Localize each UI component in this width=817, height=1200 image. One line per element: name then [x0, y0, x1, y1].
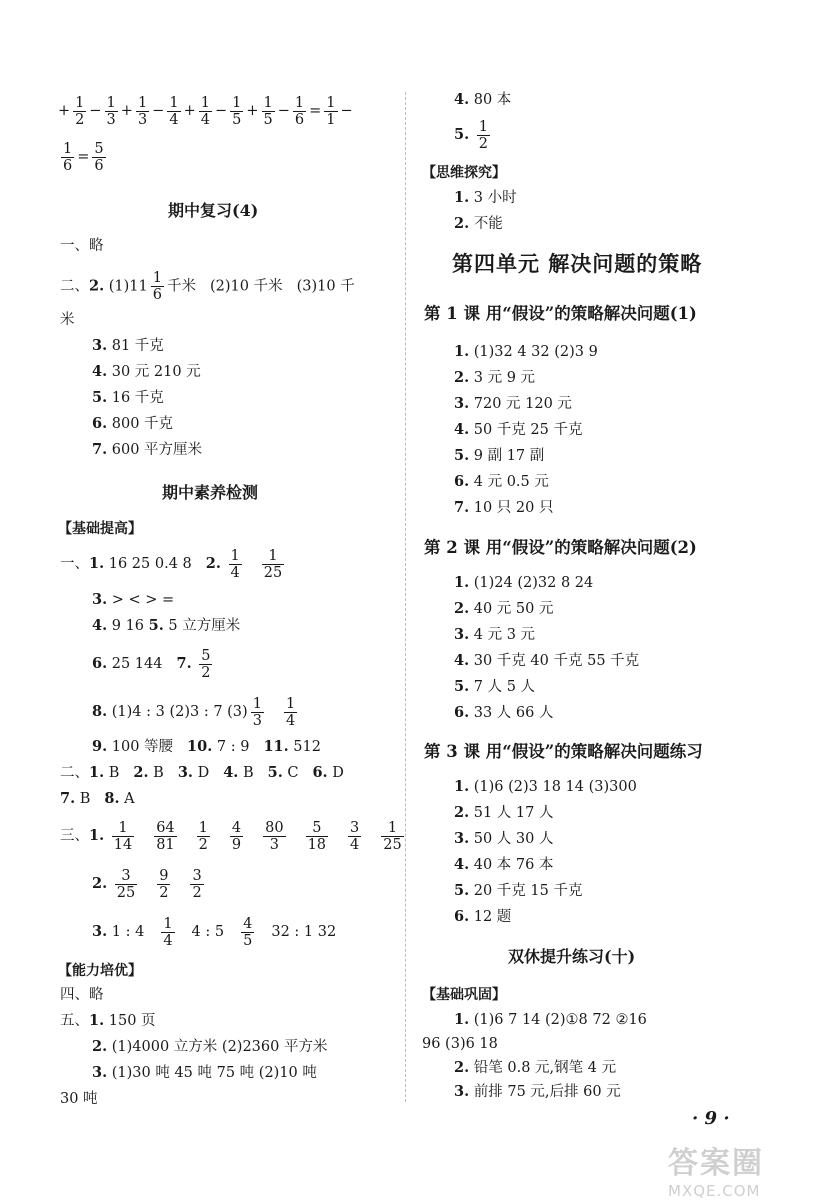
- fraction: $\frac{5}{2}$: [201, 647, 211, 681]
- fraction: $\frac{1}{3}$: [252, 695, 262, 729]
- answer-line: 1. (1)6 7 14 (2)①8 72 ②16: [454, 1011, 647, 1028]
- lesson-title: 第 1 课 用“假设”的策略解决问题(1): [424, 304, 697, 323]
- section-tag: 【思维探究】: [422, 165, 506, 181]
- fraction: $\frac{1}{2}$: [75, 94, 85, 128]
- answer-line: 3. 50 人 30 人: [454, 830, 554, 847]
- answer-line: 三、1. $\frac{1}{14}$ $\frac{64}{81}$ $\frac{1}{2}$ $\frac{4}{9}$ $\frac{80}{3}$ $\frac{5}{18}$ $\frac{3}{4}$ $\frac{1}{25}$: [60, 819, 402, 853]
- answer-line: 一、1. 16 25 0.4 8 2. $\frac{1}{4}$ $\frac{1}{25}$: [60, 547, 283, 581]
- lesson-title: 第 2 课 用“假设”的策略解决问题(2): [424, 538, 697, 557]
- answer-line: 3. 1 : 4 $\frac{1}{4}$ 4 : 5 $\frac{4}{5}$ 32 : 1 32: [92, 915, 337, 949]
- fraction: $\frac{5}{6}$: [94, 140, 104, 174]
- fraction: $\frac{1}{4}$: [230, 547, 240, 581]
- answer-line: 4. 30 元 210 元: [92, 363, 201, 380]
- answer-line: 2. 40 元 50 元: [454, 600, 554, 617]
- answer-line: 2. (1)4000 立方米 (2)2360 平方米: [92, 1038, 328, 1055]
- answer-line: 6. 25 144 7. $\frac{5}{2}$: [92, 647, 211, 681]
- answer-line: 5. 20 千克 15 千克: [454, 882, 583, 899]
- answer-line: 3. > < > =: [92, 591, 175, 608]
- fraction: $\frac{1}{25}$: [383, 819, 402, 853]
- answer-line: 8. (1)4 : 3 (2)3 : 7 (3) $\frac{1}{3}$ $\frac{1}{4}$: [92, 695, 296, 729]
- answer-line: 1. (1)32 4 32 (2)3 9: [454, 343, 598, 360]
- column-divider: [405, 92, 406, 1102]
- answer-line: 4. 50 千克 25 千克: [454, 421, 583, 438]
- fraction: $\frac{3}{2}$: [192, 867, 202, 901]
- fraction: $\frac{9}{2}$: [159, 867, 169, 901]
- answer-line: 6. 12 题: [454, 908, 512, 925]
- page-number: · 9 ·: [692, 1108, 730, 1129]
- fraction: $\frac{1}{4}$: [200, 94, 210, 128]
- fraction: $\frac{1}{25}$: [263, 547, 283, 581]
- fraction: $\frac{1}{5}$: [232, 94, 242, 128]
- section-tag: 【能力培优】: [58, 963, 142, 979]
- telescoping-expression: + $\frac{1}{2}$ − $\frac{1}{3}$ + $\frac{1}{3}$ − $\frac{1}{4}$ + $\frac{1}{4}$ − $\frac{1}{5}$ + $\frac{1}{5}$ − $\frac{1}{6}$ = $\frac{1}{1}$ −: [58, 94, 353, 128]
- answer-line: 米: [60, 312, 75, 328]
- answer-line: 2. 51 人 17 人: [454, 804, 554, 821]
- answer-line: 5. 9 副 17 副: [454, 447, 545, 464]
- answer-line: 6. 33 人 66 人: [454, 704, 554, 721]
- section-title: 期中素养检测: [162, 483, 259, 502]
- section-title: 期中复习(4): [168, 201, 259, 220]
- answer-line: 二、2. (1)11 $\frac{1}{6}$ 千米 (2)10 千米 (3)10 千: [60, 270, 355, 303]
- expression-continued: $\frac{1}{6}$ = $\frac{5}{6}$: [63, 140, 104, 174]
- answer-line: 2. $\frac{3}{25}$ $\frac{9}{2}$ $\frac{3}{2}$: [92, 867, 202, 901]
- fraction: $\frac{1}{14}$: [113, 819, 133, 853]
- answer-line: 1. (1)6 (2)3 18 14 (3)300: [454, 778, 637, 795]
- fraction: $\frac{1}{2}$: [198, 819, 208, 853]
- section-tag: 【基础提高】: [58, 521, 142, 537]
- fraction: $\frac{3}{25}$: [116, 867, 136, 901]
- answer-line: 3. (1)30 吨 45 吨 75 吨 (2)10 吨: [92, 1064, 317, 1081]
- fraction: $\frac{64}{81}$: [156, 819, 175, 853]
- fraction: $\frac{1}{4}$: [169, 94, 179, 128]
- answer-line: 4. 9 16 5. 5 立方厘米: [92, 617, 241, 634]
- answer-line: 5. 7 人 5 人: [454, 678, 536, 695]
- fraction: $\frac{1}{4}$: [285, 695, 296, 729]
- fraction: $\frac{1}{3}$: [137, 94, 148, 128]
- fraction: $\frac{4}{9}$: [231, 819, 242, 853]
- answer-line: 4. 30 千克 40 千克 55 千克: [454, 652, 640, 669]
- answer-line: 1. 3 小时: [454, 189, 517, 206]
- fraction: $\frac{5}{18}$: [307, 819, 327, 853]
- answer-line: 7. B 8. A: [60, 790, 135, 807]
- fraction: $\frac{1}{4}$: [163, 915, 173, 949]
- fraction: $\frac{80}{3}$: [265, 819, 284, 853]
- watermark-logo: 答案圈 MXQE.COM: [668, 1146, 764, 1200]
- answer-line: 5. $\frac{1}{2}$: [454, 118, 488, 152]
- fraction: $\frac{1}{5}$: [263, 94, 273, 128]
- answer-line: 6. 4 元 0.5 元: [454, 473, 549, 490]
- answer-line: 5. 16 千克: [92, 389, 164, 406]
- fraction: $\frac{1}{6}$: [294, 94, 305, 128]
- fraction: $\frac{1}{6}$: [63, 140, 73, 174]
- answer-line: 3. 4 元 3 元: [454, 626, 536, 643]
- answer-line: 1. (1)24 (2)32 8 24: [454, 574, 594, 591]
- fraction: $\frac{1}{3}$: [106, 94, 116, 128]
- section-tag: 【基础巩固】: [422, 987, 506, 1003]
- answer-line: 五、1. 150 页: [60, 1012, 156, 1029]
- answer-line: 3. 81 千克: [92, 337, 164, 354]
- answer-line: 3. 前排 75 元,后排 60 元: [454, 1083, 621, 1100]
- answer-line: 一、略: [60, 238, 104, 254]
- fraction: $\frac{1}{2}$: [478, 118, 488, 152]
- answer-line: 30 吨: [60, 1091, 98, 1107]
- answer-line: 2. 3 元 9 元: [454, 369, 536, 386]
- answer-line: 2. 不能: [454, 215, 503, 232]
- fraction: $\frac{1}{1}$: [326, 94, 336, 128]
- answer-line: 二、1. B 2. B 3. D 4. B 5. C 6. D: [60, 764, 344, 781]
- answer-line: 3. 720 元 120 元: [454, 395, 572, 412]
- fraction: $\frac{4}{5}$: [243, 915, 253, 949]
- answer-line: 四、略: [60, 987, 104, 1003]
- fraction: $\frac{3}{4}$: [350, 819, 360, 853]
- fraction: $\frac{1}{6}$: [152, 270, 162, 303]
- answer-line: 2. 铅笔 0.8 元,钢笔 4 元: [454, 1059, 617, 1076]
- answer-line: 4. 80 本: [454, 91, 512, 108]
- answer-line: 6. 800 千克: [92, 415, 174, 432]
- unit-title: 第四单元 解决问题的策略: [452, 251, 703, 276]
- answer-line: 96 (3)6 18: [422, 1036, 498, 1052]
- answer-line: 7. 10 只 20 只: [454, 499, 554, 516]
- answer-line: 7. 600 平方厘米: [92, 441, 203, 458]
- lesson-title: 第 3 课 用“假设”的策略解决问题练习: [424, 742, 703, 761]
- section-title: 双休提升练习(十): [508, 947, 636, 966]
- answer-line: 4. 40 本 76 本: [454, 856, 554, 873]
- answer-line: 9. 100 等腰 10. 7 : 9 11. 512: [92, 738, 321, 755]
